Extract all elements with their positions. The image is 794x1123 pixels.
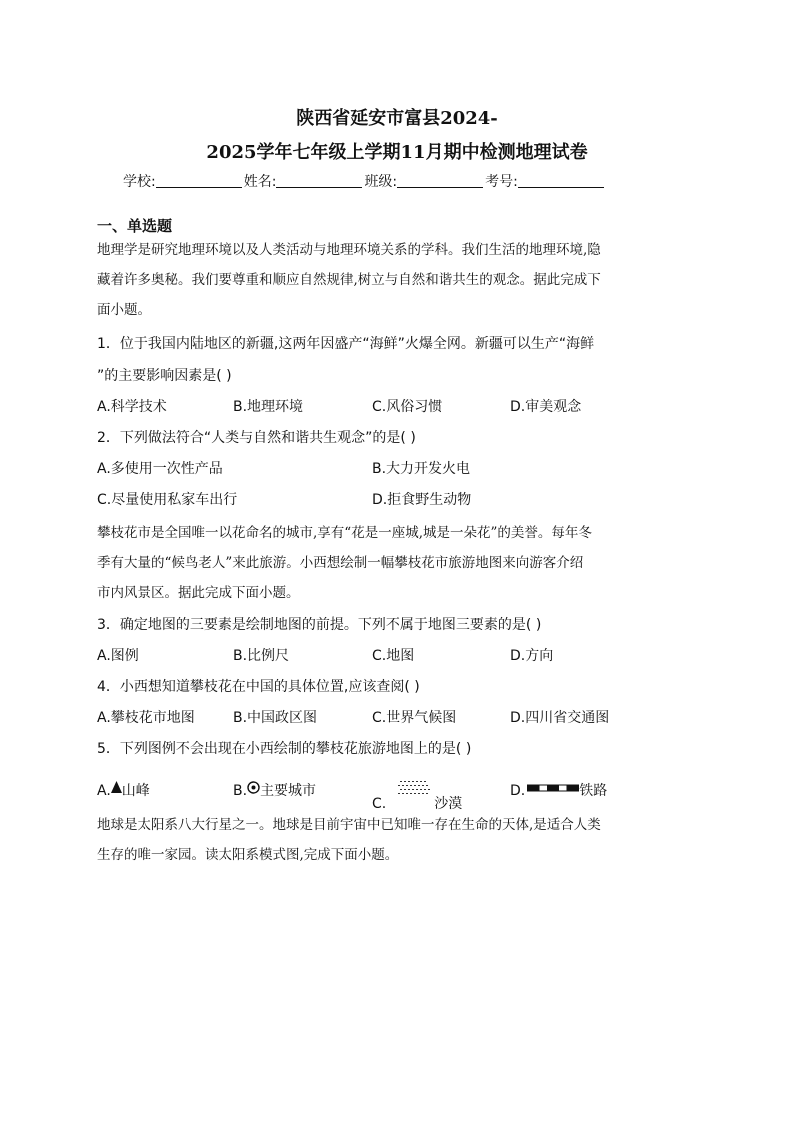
major-city-icon (247, 781, 260, 794)
q5-option-a (97, 780, 150, 800)
q5-option-d-letter: D. (510, 783, 526, 799)
q5-option-c (372, 780, 462, 813)
desert-icon (398, 780, 432, 802)
q5-option-d-label: 铁路 (579, 783, 608, 799)
q1-option-a: A.科学技术 (97, 399, 167, 415)
q2-text: 2．下列做法符合“人类与自然和谐共生观念”的是( ) (97, 430, 416, 446)
intro2-line2: 季有大量的“候鸟老人”来此旅游。小西想绘制一幅攀枝花市旅游地图来向游客介绍 (97, 555, 584, 571)
q1-text-line2: ”的主要影响因素是( ) (97, 368, 232, 384)
q5-option-b-letter: B. (233, 783, 248, 799)
q2-option-a: A.多使用一次性产品 (97, 461, 223, 477)
q5-option-a-label: 山峰 (121, 783, 150, 799)
student-info-row (123, 171, 606, 191)
intro2-line1: 攀枝花市是全国唯一以花命名的城市,享有“花是一座城,城是一朵花”的美誉。每年冬 (97, 525, 592, 541)
intro1-line3: 面小题。 (97, 302, 151, 318)
q3-option-d: D.方向 (510, 648, 554, 664)
q5-option-c-letter: C. (372, 796, 387, 812)
q2-option-d: D.拒食野生动物 (372, 492, 472, 508)
q5-option-d (510, 780, 607, 800)
name-label: 姓名: (243, 174, 277, 190)
q2-option-b: B.大力开发火电 (372, 461, 471, 477)
q5-option-b-label: 主要城市 (260, 783, 317, 799)
q3-option-c: C.地图 (372, 648, 415, 664)
q1-text-line1: 1．位于我国内陆地区的新疆,这两年因盛产“海鲜”火爆全网。新疆可以生产“海鲜 (97, 336, 595, 352)
q4-option-b: B.中国政区图 (233, 710, 318, 726)
q1-option-b: B.地理环境 (233, 399, 304, 415)
intro1-line2: 藏着许多奥秘。我们要尊重和顺应自然规律,树立与自然和谐共生的观念。据此完成下 (97, 272, 601, 288)
id-label: 考号: (485, 174, 518, 190)
name-blank (276, 173, 362, 188)
q4-option-d: D.四川省交通图 (510, 710, 610, 726)
section-heading: 一、单选题 (97, 217, 173, 235)
q3-option-a: A.图例 (97, 648, 139, 664)
school-blank (156, 173, 242, 188)
railway-icon (527, 784, 579, 792)
exam-title-line1: 陕西省延安市富县2024- (296, 108, 498, 129)
q4-option-a: A.攀枝花市地图 (97, 710, 195, 726)
q2-option-c: C.尽量使用私家车出行 (97, 492, 238, 508)
intro2-line3: 市内风景区。据此完成下面小题。 (97, 585, 300, 601)
q1-option-c: C.风俗习惯 (372, 399, 443, 415)
school-label: 学校: (123, 174, 156, 190)
q3-option-b: B.比例尺 (233, 648, 290, 664)
q5-option-a-letter: A. (97, 783, 111, 799)
intro3-line2: 生存的唯一家园。读太阳系模式图,完成下面小题。 (97, 847, 399, 863)
intro3-line1: 地球是太阳系八大行星之一。地球是目前宇宙中已知唯一存在生命的天体,是适合人类 (97, 817, 601, 833)
exam-title-line2: 2025学年七年级上学期11月期中检测地理试卷 (206, 142, 588, 163)
intro1-line1: 地理学是研究地理环境以及人类活动与地理环境关系的学科。我们生活的地理环境,隐 (97, 242, 601, 258)
q5-text: 5．下列图例不会出现在小西绘制的攀枝花旅游地图上的是( ) (97, 741, 472, 757)
q5-option-c-label: 沙漠 (434, 796, 463, 812)
q3-text: 3．确定地图的三要素是绘制地图的前提。下列不属于地图三要素的是( ) (97, 617, 542, 633)
q4-option-c: C.世界气候图 (372, 710, 457, 726)
q5-option-b (233, 780, 316, 800)
mountain-peak-icon (111, 781, 122, 793)
q1-option-d: D.审美观念 (510, 399, 582, 415)
class-blank (397, 173, 483, 188)
q4-text: 4．小西想知道攀枝花在中国的具体位置,应该查阅( ) (97, 679, 420, 695)
class-label: 班级: (364, 174, 398, 190)
id-blank (518, 173, 604, 188)
